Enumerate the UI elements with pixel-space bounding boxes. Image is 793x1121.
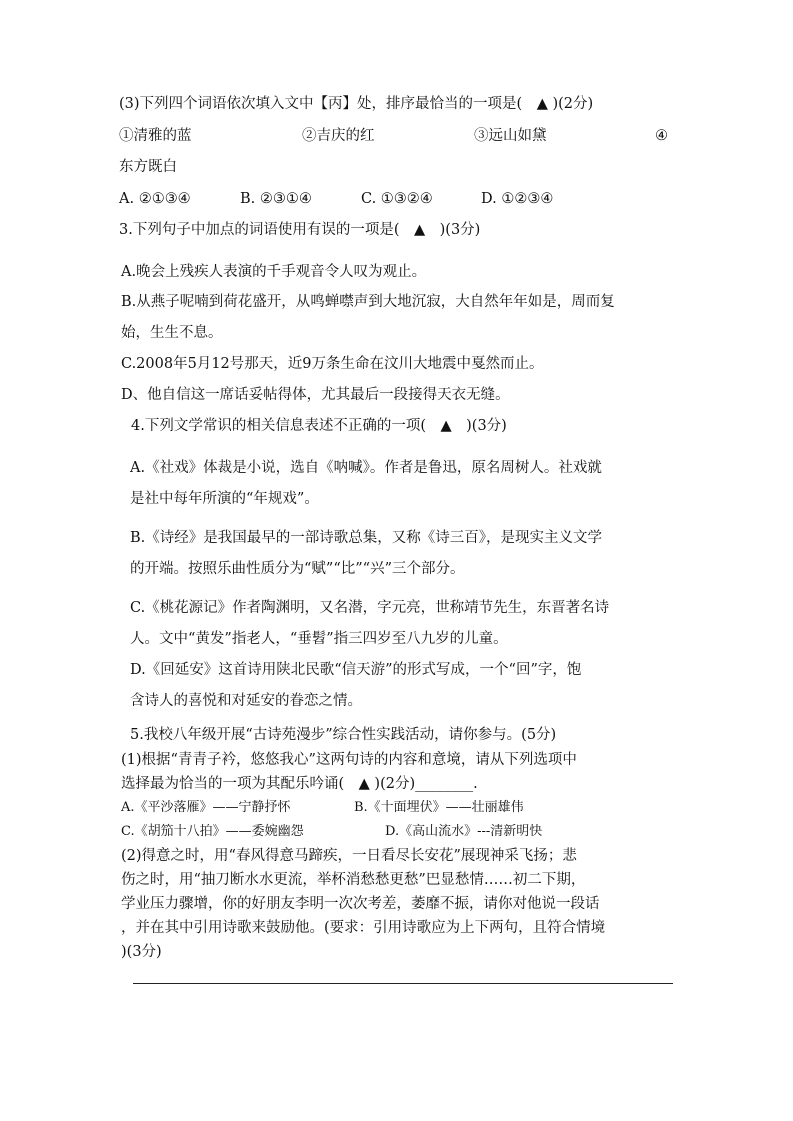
question-5-2-line-5: )(3分) (121, 944, 162, 960)
question-3-option-b: B.从燕子呢喃到荷花盛开，从鸣蝉噤声到大地沉寂，大自然年年如是，周而复 (121, 294, 615, 310)
option-3: ③远山如黛 (474, 128, 547, 144)
option-1: ①清雅的蓝 (119, 128, 192, 144)
option-4: ④ (655, 128, 668, 144)
question-4-option-d: D.《回延安》这首诗用陕北民歌“信天游”的形式写成，一个“回”字，饱 (130, 662, 582, 678)
question-5-2: (2)得意之时，用“春风得意马蹄疾，一日看尽长安花”展现神采飞扬；悲 (121, 848, 577, 864)
question-4-option-d-continued: 含诗人的喜悦和对延安的眷恋之情。 (130, 693, 362, 709)
question-5-2-line-2: 伤之时，用“抽刀断水水更流，举杯消愁愁更愁”巴显愁情……初二下期， (121, 872, 586, 888)
question-5-1-option-d: D.《高山流水》---清新明快 (385, 824, 543, 839)
question-3: 3.下列句子中加点的词语使用有误的一项是( ▲ )(3分) (119, 222, 481, 238)
question-5-1: (1)根据“青青子衿，悠悠我心”这两句诗的内容和意境，请从下列选项中 (121, 752, 577, 768)
question-4-option-c-continued: 人。文中“黄发”指老人，“垂髫”指三四岁至八九岁的儿童。 (130, 631, 508, 647)
question-4-option-c: C.《桃花源记》作者陶渊明，又名潜，字元亮，世称靖节先生，东晋著名诗 (130, 600, 610, 616)
question-4-option-b-continued: 的开端。按照乐曲性质分为“赋”“比”“兴”三个部分。 (130, 561, 465, 577)
question-5-2-line-3: 学业压力骤增，你的好朋友李明一次次考差，萎靡不振，请你对他说一段话 (121, 896, 600, 912)
question-4-option-a: A.《社戏》体裁是小说，选自《呐喊》。作者是鲁迅，原名周树人。社戏就 (130, 460, 602, 476)
option-4-continued: 东方既白 (119, 159, 177, 175)
question-3-option-d: D、他自信这一席话妥帖得体，尤其最后一段接得天衣无缝。 (121, 387, 510, 403)
question-5-1-option-a: A.《平沙落雁》——宁静抒怀 (121, 800, 291, 815)
question-3-option-b-continued: 始，生生不息。 (121, 325, 223, 341)
answer-line (133, 983, 673, 984)
choice-c: C. ①③②④ (361, 191, 433, 207)
question-4-option-b: B.《诗经》是我国最早的一部诗歌总集，又称《诗三百》，是现实主义文学 (130, 530, 603, 546)
question-5-2-line-4: ，并在其中引用诗歌来鼓励他。(要求：引用诗歌应为上下两句，且符合情境 (121, 920, 606, 936)
question-5-1-option-b: B.《十面埋伏》——壮丽雄伟 (354, 800, 524, 815)
question-2-3: (3)下列四个词语依次填入文中【丙】处，排序最恰当的一项是( ▲ )(2分) (119, 96, 594, 112)
question-5-1-continued: 选择最为恰当的一项为其配乐吟诵( ▲ )(2分)________. (121, 776, 478, 792)
choice-d: D. ①②③④ (481, 191, 554, 207)
question-4-option-a-continued: 是社中每年所演的“年规戏”。 (130, 491, 319, 507)
option-2: ②吉庆的红 (302, 128, 375, 144)
choice-a: A. ②①③④ (119, 191, 191, 207)
question-4: 4.下列文学常识的相关信息表述不正确的一项( ▲ )(3分) (131, 418, 507, 434)
question-5: 5.我校八年级开展“古诗苑漫步”综合性实践活动，请你参与。(5分) (130, 727, 557, 743)
question-3-option-c: C.2008年5月12号那天，近9万条生命在汶川大地震中戛然而止。 (121, 356, 544, 372)
choice-b: B. ②③①④ (240, 191, 312, 207)
question-5-1-option-c: C.《胡笳十八拍》——委婉幽怨 (121, 824, 304, 839)
question-3-option-a: A.晚会上残疾人表演的千手观音令人叹为观止。 (121, 264, 427, 280)
